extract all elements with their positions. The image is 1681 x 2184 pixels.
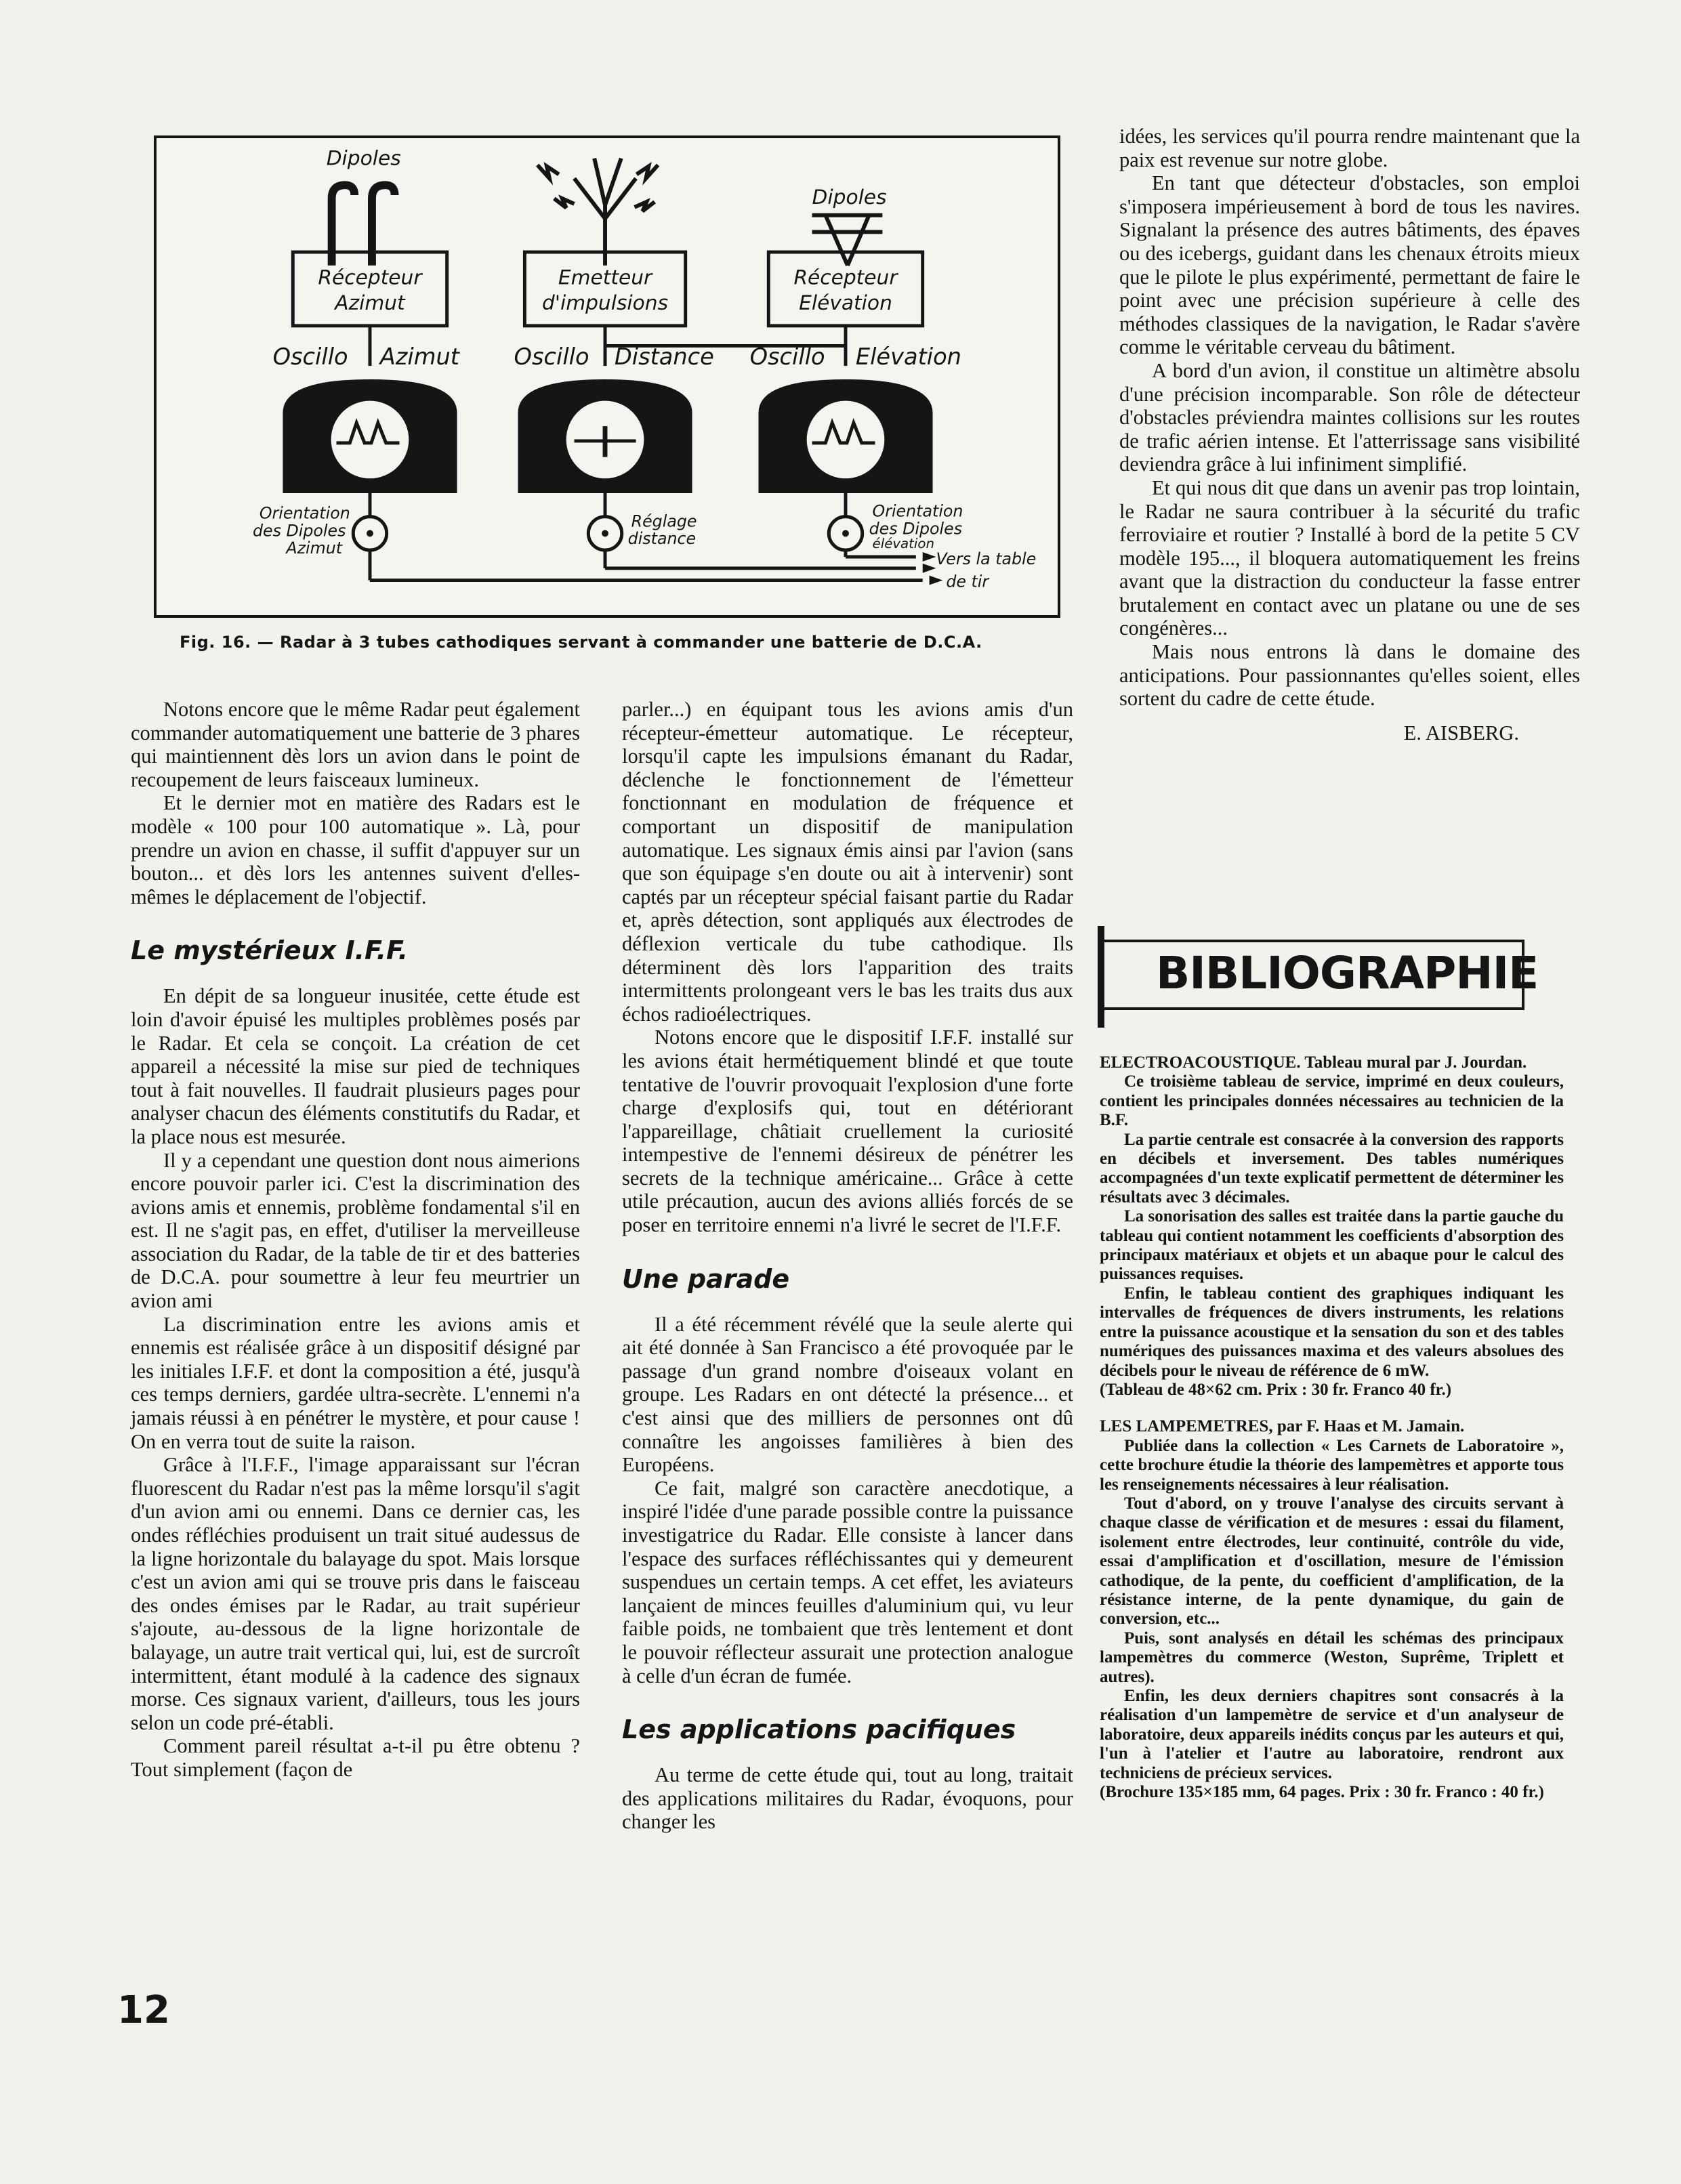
small-label: des Dipoles bbox=[869, 519, 963, 539]
paragraph: Notons encore que le dispositif I.F.F. installé sur les avions était hermétiquement blindé et que toute tentative de l'ouvrir provoquait l'explosion d'une forte charge d'explosifs qui, tout en détériorant l'appareillage, châtiait cruellement la curiosité intempestive de l'ennemi désireux de pénétrer les secrets de la technique américaine... Grâce à cette utile précaution, aucun des avions alliés forcés de se poser en territoire ennemi n'a livré le secret de l'I.F.F. bbox=[622, 1026, 1073, 1237]
elevation-label: Elévation bbox=[855, 343, 961, 371]
bibliography-title: BIBLIOGRAPHIE bbox=[1156, 947, 1539, 999]
paragraph: Grâce à l'I.F.F., l'image apparaissant sur l'écran fluorescent du Radar n'est pas la même lorsqu'il s'agit d'un avion ami ou ennemi. Dans ce dernier cas, les ondes réfléchies produisent un trait situé audessus de la ligne horizontale du balayage du spot. Mais lorsque c'est un avion ami qui se trouve pris dans le faisceau des ondes émises par le Radar, au trait supérieur s'ajoute, au-dessous de la ligne horizontale de balayage, un autre trait vertical qui, lui, est de surcroît intermittent, étant modulé à la cadence des signaux morse. Ces signaux varient, d'ailleurs, tous les jours selon un code pré-établi. bbox=[131, 1453, 580, 1734]
paragraph: A bord d'un avion, il constitue un altimètre absolu d'une précision incomparable. Son rôle de détecteur d'obstacles préviendra maintes collisions sur les routes de trafic aérien intense. Et l'atterrissage sans visibilité deviendra grâce à lui infiniment simplifié. bbox=[1119, 358, 1580, 476]
dipole-right-icon bbox=[812, 215, 883, 266]
entry-price: (Tableau de 48×62 cm. Prix : 30 fr. Franco 40 fr.) bbox=[1100, 1380, 1452, 1399]
paragraph: Notons encore que le même Radar peut également commander automatiquement une batterie de 3 phares qui maintiennent dès lors un avion dans le point de recoupement de leurs faisceaux lumineux. bbox=[131, 698, 580, 791]
box-label: d'impulsions bbox=[542, 291, 669, 315]
small-label: élévation bbox=[872, 536, 935, 552]
paragraph: Et le dernier mot en matière des Radars est le modèle « 100 pour 100 automatique ». Là, pour prendre un avion en chasse, il suffit d'appuyer sur un bouton... et dès lors les antennes suivent d'elles-mêmes le déplacement de l'objectif. bbox=[131, 791, 580, 908]
small-label: Azimut bbox=[286, 539, 343, 558]
paragraph: parler...) en équipant tous les avions amis d'un récepteur-émetteur automatique. Le récepteur, lorsqu'il capte les impulsions émanant du Radar, déclenche le fonctionnement de l'émetteur fonctionnant en modulation de fréquence et comportant un dispositif de manipulation automatique. Les signaux émis ainsi par l'avion (sans que son équipage s'en doute ou ait à intervenir) sont captés par un récepteur spécial faisant partie du Radar et, après détection, sont appliqués aux électrodes de déflexion verticale du tube cathodique. Ils déterminent dès lors l'apparition des traits intermittents prolongeant vers le bas les traits dus aux échos radioélectriques. bbox=[622, 698, 1073, 1026]
small-label: Orientation bbox=[259, 503, 350, 523]
radar-diagram bbox=[154, 135, 1060, 618]
bibliography-entries bbox=[1100, 1053, 1564, 1802]
oscilloscope-azimuth-icon bbox=[283, 379, 457, 493]
small-label: des Dipoles bbox=[252, 521, 346, 541]
paragraph: Ce fait, malgré son caractère anecdotique, a inspiré l'idée d'une parade possible contre la puissance investigatrice du Radar. Elle consiste à lancer dans l'espace des surfaces réfléchissantes qui y demeurent suspendues un certain temps. A cet effet, les aviateurs lançaient de minces feuilles d'aluminium qui, vu leur faible poids, ne tombaient que très lentement et dont le pouvoir réflecteur assurait une protection analogue à celle d'un écran de fumée. bbox=[622, 1476, 1073, 1687]
box-label: Elévation bbox=[799, 291, 892, 315]
entry-paragraph: Enfin, le tableau contient des graphiques indiquant les intervalles de fréquences de divers instruments, les relations entre la puissance acoustique et la sensation du son et des tables numériques des puissances maxima et des valeurs absolues des décibels pour le niveau de référence de 6 mW. bbox=[1100, 1284, 1564, 1380]
entry-heading: LES LAMPEMETRES, par F. Haas et M. Jamain. bbox=[1100, 1417, 1465, 1436]
transmit-antenna-icon bbox=[537, 159, 658, 266]
box-label: Récepteur bbox=[318, 265, 422, 289]
paragraph: La discrimination entre les avions amis et ennemis est réalisée grâce à un dispositif désigné par les initiales I.F.F. et dont la composition a été, jusqu'à ces temps derniers, gardée ultra-secrète. L'ennemi n'a jamais réussi à en pénétrer le mystère, et pour cause ! On en verra tout de suite la raison. bbox=[131, 1312, 580, 1453]
paragraph: Et qui nous dit que dans un avenir pas trop lointain, le Radar ne saura contribuer à la sécurité du trafic ferroviaire et routier ? Installé à bord de la petite 5 CV modèle 195..., il bloquera automatiquement les freins avant que la distraction du conducteur la fasse entrer brutalement en contact avec un platane ou une de ses congénères... bbox=[1119, 476, 1580, 640]
entry-paragraph: La partie centrale est consacrée à la conversion des rapports en décibels et inversement. Des tables numériques accompagnées d'un texte explicatif permettent de déterminer les résultats avec 3 décimales. bbox=[1100, 1130, 1564, 1206]
author-signature: E. AISBERG. bbox=[1403, 721, 1519, 744]
entry-paragraph: Ce troisième tableau de service, imprimé en deux couleurs, contient les principales données nécessaires au technicien de la B.F. bbox=[1100, 1072, 1564, 1130]
page-number: 12 bbox=[117, 1988, 170, 2032]
oscillo-label: Oscillo bbox=[272, 343, 348, 371]
paragraph: Au terme de cette étude qui, tout au long, traitait des applications militaires du Radar, évoquons, pour changer les bbox=[622, 1763, 1073, 1834]
paragraph: En tant que détecteur d'obstacles, son emploi s'imposera impérieusement à bord de tous les navires. Signalant la présence des autres bâtiments, des épaves ou des icebergs, guidant dans les chenaux étroits mieux que le pilote le plus expérimenté, permettant de faire le point avec une précision supérieure à celle des méthodes classiques de la navigation, le Radar s'avère comme le véritable cerveau du bâtiment. bbox=[1119, 171, 1580, 359]
bibliography-bar bbox=[1098, 926, 1104, 1028]
distance-label: Distance bbox=[614, 343, 714, 371]
small-label: Réglage bbox=[631, 511, 697, 531]
entry-paragraph: Puis, sont analysés en détail les schémas des principaux lampemètres du commerce (Weston, Suprême, Triplett et autres). bbox=[1100, 1629, 1564, 1686]
paragraph: Il a été récemment révélé que la seule alerte qui ait été donnée à San Francisco a été provoquée par le passage d'un grand nombre d'oiseaux volant en groupe. Les Radars en ont détecté la présence... et c'est ainsi que des milliers de personnes ont dû connaître les angoisses familières à bien des Européens. bbox=[622, 1312, 1073, 1477]
small-label: distance bbox=[627, 529, 697, 549]
entry-paragraph: Enfin, les deux derniers chapitres sont consacrés à la réalisation d'un lampemètre de service et d'un analyseur de laboratoire, deux appareils inédits conçus par les auteurs et qui, l'un à l'atelier et l'autre au laboratoire, rendront aux techniciens de précieux services. bbox=[1100, 1687, 1564, 1782]
label-dipoles-left: Dipoles bbox=[326, 146, 401, 170]
azimut-label: Azimut bbox=[379, 343, 460, 371]
paragraph: Mais nous entrons là dans le domaine des anticipations. Pour passionnantes qu'elles soient, elles sortent du cadre de cette étude. bbox=[1119, 640, 1580, 711]
entry-paragraph: Publiée dans la collection « Les Carnets de Laboratoire », cette brochure étudie la théorie des lampemètres et apporte tous les renseignements nécessaires à leur réalisation. bbox=[1100, 1436, 1564, 1494]
entry-heading: ELECTROACOUSTIQUE. Tableau mural par J. Jourdan. bbox=[1100, 1053, 1527, 1072]
entry-paragraph: La sonorisation des salles est traitée dans la partie gauche du tableau qui contient notamment les coefficients d'absorption des principaux matériaux et objets et un abaque pour le calcul des puissances requises. bbox=[1100, 1207, 1564, 1284]
section-heading-iff: Le mystérieux I.F.F. bbox=[131, 936, 409, 966]
box-label: Emetteur bbox=[558, 265, 652, 289]
small-label: Vers la table bbox=[936, 549, 1037, 568]
section-heading-applications: Les applications pacifiques bbox=[622, 1715, 1016, 1745]
entry-price: (Brochure 135×185 mm, 64 pages. Prix : 30 fr. Franco : 40 fr.) bbox=[1100, 1783, 1544, 1802]
entry-paragraph: Tout d'abord, on y trouve l'analyse des circuits servant à chaque classe de vérification et de mesures : essai du filament, isolement entre électrodes, leur continuité, contrôle du vide, essai d'amplification et d'oscillation, mesure de l'émission cathodique, de la pente, du coefficient d'amplification, de la résistance interne, de la pente dynamique, du gain de conversion, etc... bbox=[1100, 1494, 1564, 1629]
section-heading-parade: Une parade bbox=[622, 1263, 790, 1294]
column-2 bbox=[622, 698, 1073, 1834]
box-label: Azimut bbox=[335, 291, 405, 315]
column-3 bbox=[1119, 125, 1580, 744]
label-dipoles-right: Dipoles bbox=[812, 184, 887, 209]
small-label: de tir bbox=[946, 572, 989, 591]
figure-caption: Fig. 16. — Radar à 3 tubes cathodiques servant à commander une batterie de D.C.A. bbox=[180, 633, 982, 652]
oscillo-label: Oscillo bbox=[749, 343, 825, 371]
bibliography-header bbox=[1098, 926, 1539, 1028]
paragraph: En dépit de sa longueur inusitée, cette étude est loin d'avoir épuisé les multiples problèmes posés par le Radar. Et cela se conçoit. La création de cet appareil a nécessité la mise sur pied de techniques tout à fait nouvelles. Il faudrait plusieurs pages pour analyser chacun des éléments constitutifs du Radar, et la place nous est mesurée. bbox=[131, 984, 580, 1148]
oscilloscope-elevation-icon bbox=[758, 379, 932, 493]
box-label: Récepteur bbox=[793, 265, 898, 289]
paragraph: idées, les services qu'il pourra rendre maintenant que la paix est revenue sur notre globe. bbox=[1119, 125, 1580, 171]
oscillo-label: Oscillo bbox=[514, 343, 589, 371]
paragraph: Il y a cependant une question dont nous aimerions encore pouvoir parler ici. C'est la discrimination des avions amis et ennemis, problème fondamental s'il en est. Il ne s'agit pas, en effet, d'utiliser la merveilleuse association du Radar, de la table de tir et des batteries de D.C.A. pour soumettre à leur feu meurtrier un avion ami bbox=[131, 1148, 580, 1313]
small-label: Orientation bbox=[872, 501, 963, 521]
paragraph: Comment pareil résultat a-t-il pu être obtenu ? Tout simplement (façon de bbox=[131, 1734, 580, 1781]
oscilloscope-distance-icon bbox=[518, 379, 692, 493]
column-1 bbox=[131, 698, 580, 1782]
